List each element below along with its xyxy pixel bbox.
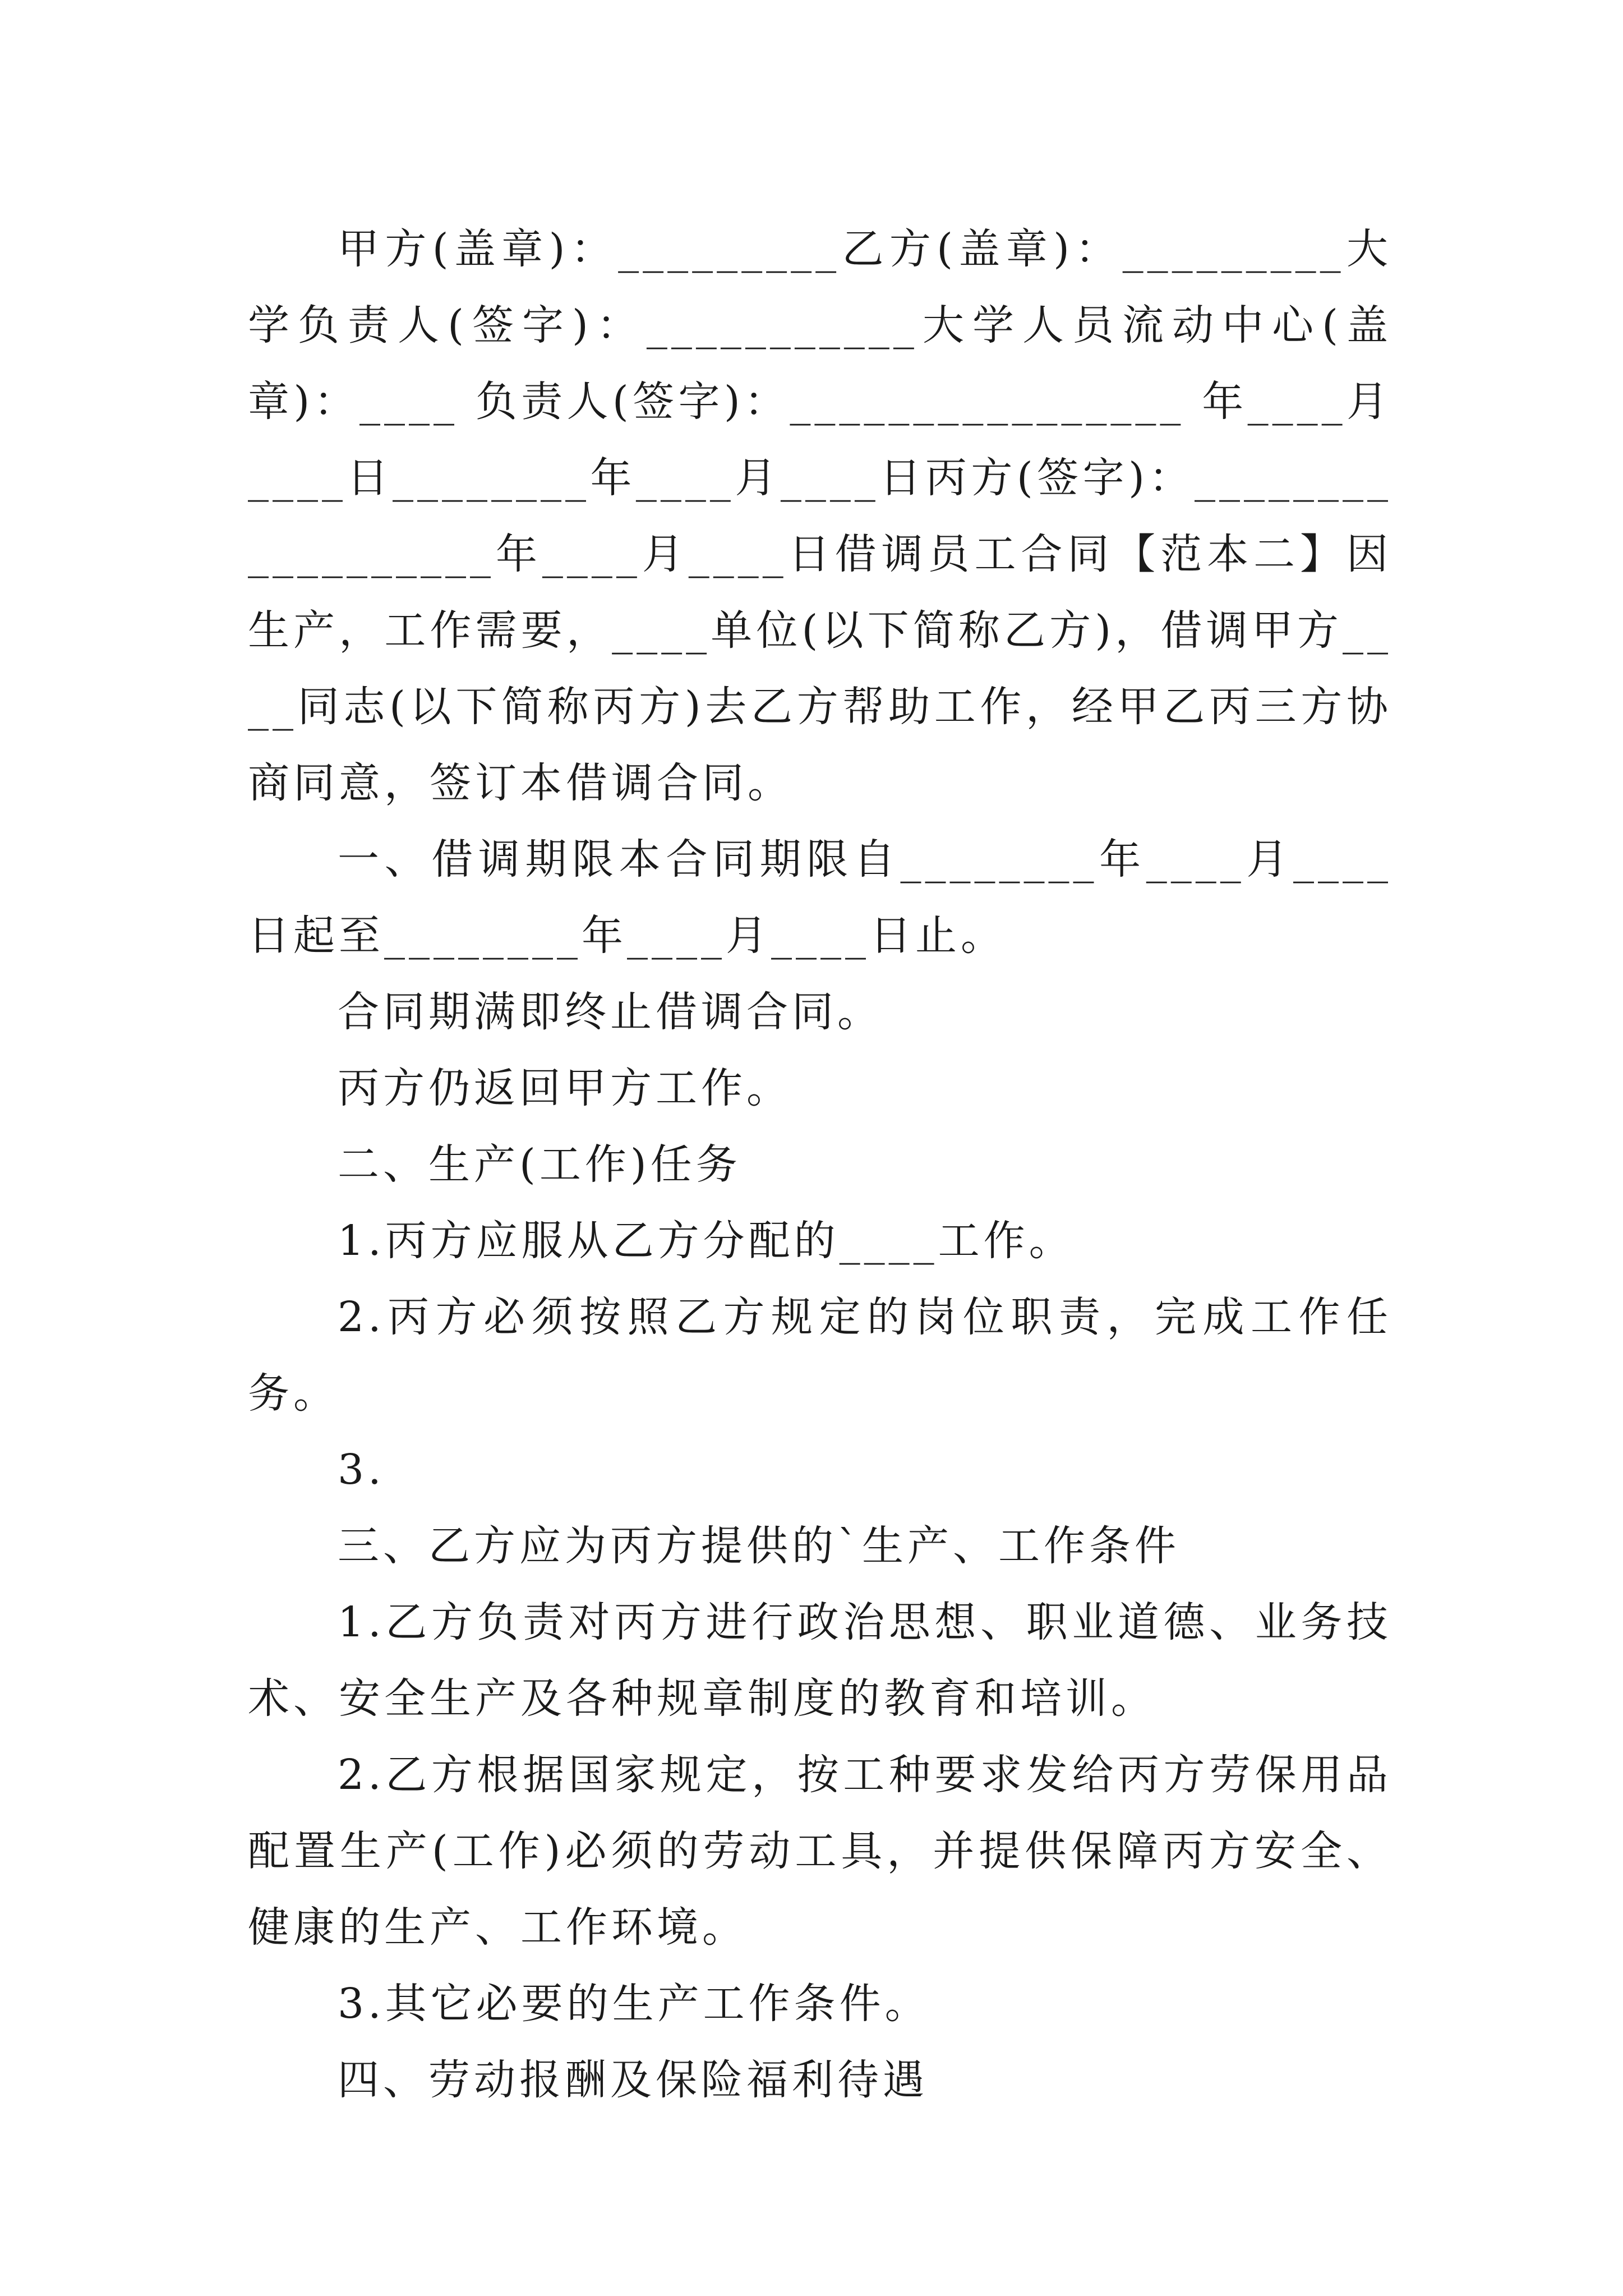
clause-1-expiry-paragraph: 合同期满即终止借调合同。 [338, 988, 883, 1036]
clause-2-item-3: 3. [338, 1446, 385, 1494]
clause-3-item-2: 2.乙方根据国家规定，按工种要求发给丙方劳保用品配置生产(工作)必须的劳动工具，并提供保障丙方安全、健康的生产、工作环境。 [248, 1751, 1392, 1952]
clause-1-return-paragraph: 丙方仍返回甲方工作。 [338, 1064, 792, 1112]
clause-3-heading: 三、乙方应为丙方提供的`生产、工作条件 [338, 1522, 1180, 1570]
document-body [248, 211, 1392, 2118]
clause-2-heading: 二、生产(工作)任务 [338, 1140, 741, 1189]
clause-2-item-1: 1.丙方应服从乙方分配的____工作。 [338, 1217, 1075, 1265]
clause-3-item-3: 3.其它必要的生产工作条件。 [338, 1980, 930, 2028]
clause-1-period-paragraph: 一、借调期限本合同期限自________年____月____日起至________年____月____日止。 [248, 835, 1392, 960]
clause-2-item-2: 2.丙方必须按照乙方规定的岗位职责，完成工作任务。 [248, 1293, 1392, 1418]
clause-3-item-1: 1.乙方负责对丙方进行政治思想、职业道德、业务技术、安全生产及各种规章制度的教育和培训。 [248, 1598, 1392, 1723]
clause-4-heading: 四、劳动报酬及保险福利待遇 [338, 2056, 928, 2104]
signature-and-preamble-paragraph: 甲方(盖章)：_________乙方(盖章)：_________大学负责人(签字)：___________大学人员流动中心(盖章)：____ 负责人(签字)：________________ 年____月____日________年____月____日丙方(签字)：__________________年____月____日借调员工合同【范本二】因生产，工作需要，____单位(以下简称乙方)，借调甲方____同志(以下简称丙方)去乙方帮助工作，经甲乙丙三方协商同意，签订本借调合同。 [248, 225, 1392, 807]
